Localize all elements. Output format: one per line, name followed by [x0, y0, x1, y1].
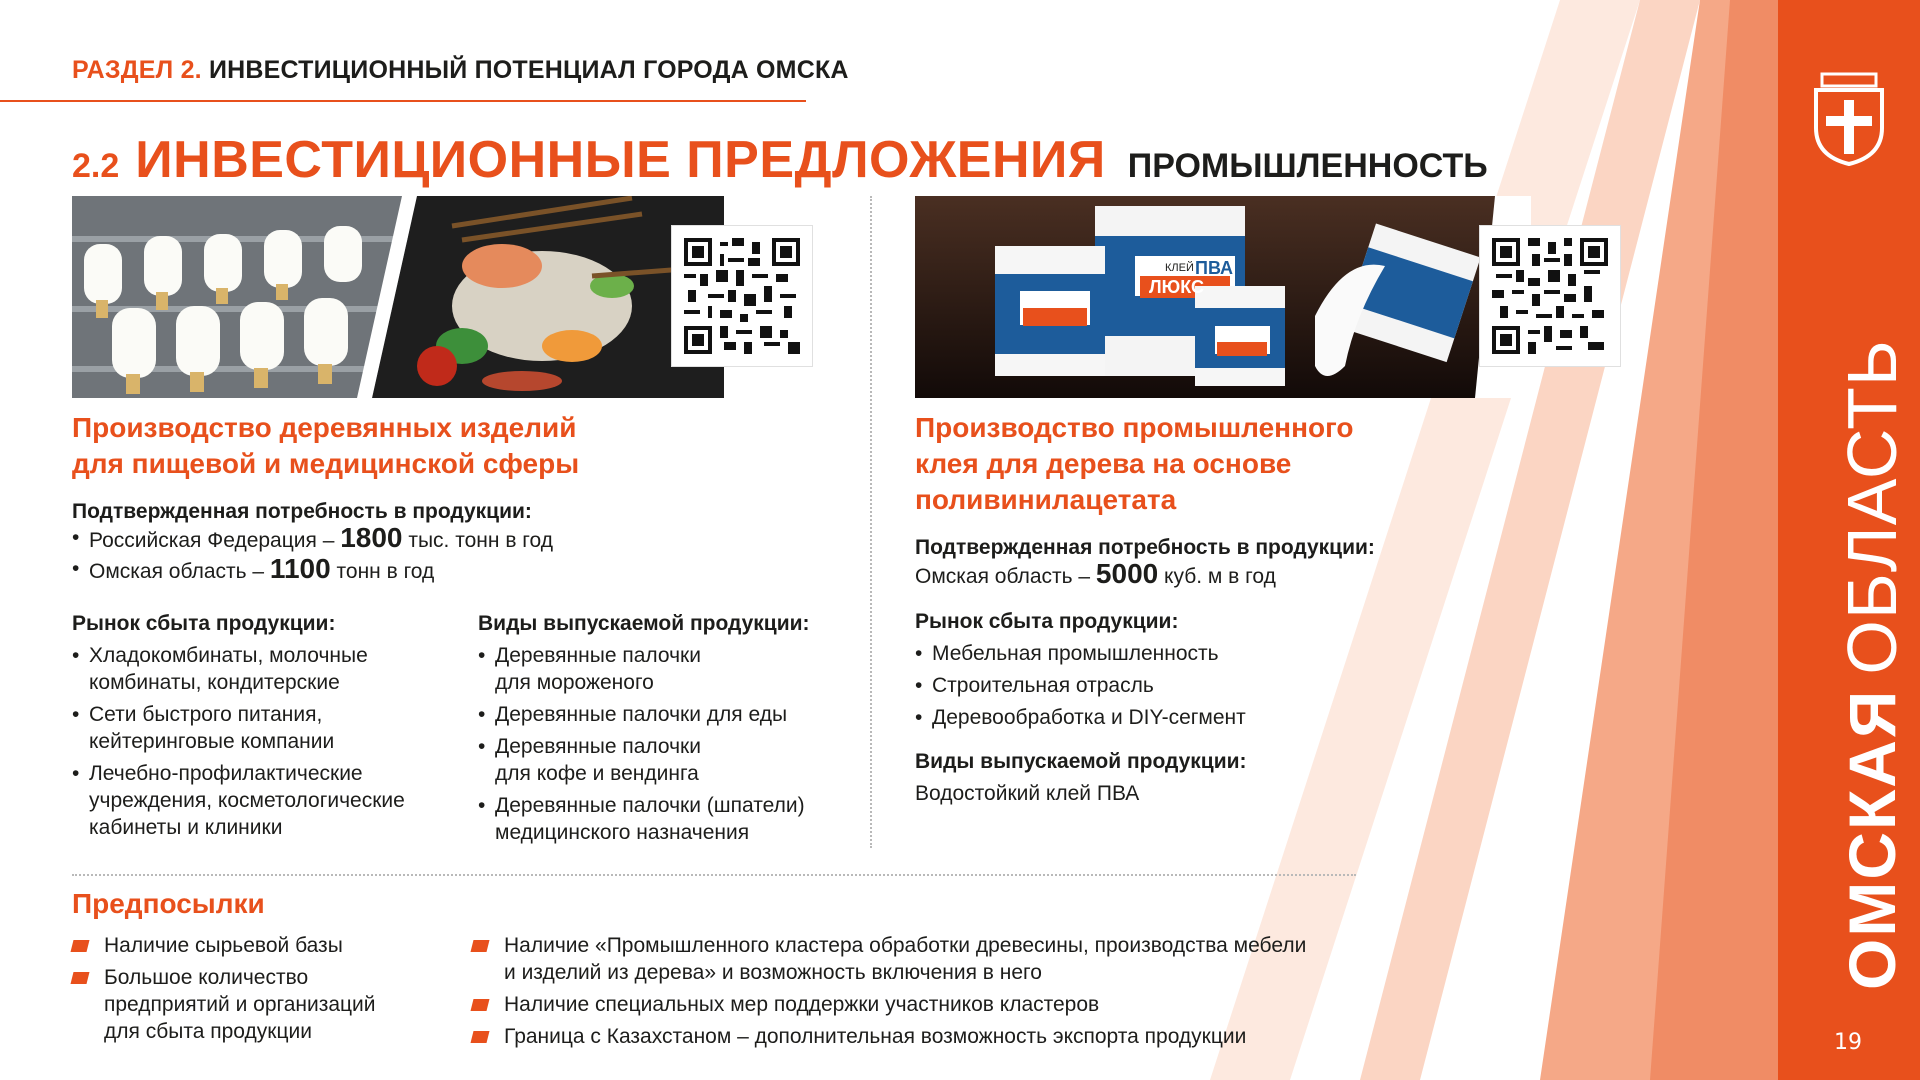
list-item: • Деревянные палочки для еды: [478, 701, 858, 728]
section-header: [72, 56, 849, 85]
project1-products-label: Виды выпускаемой продукции:: [478, 612, 810, 635]
project1-photo: [72, 196, 724, 398]
list-item: • Деревянные палочки для кофе и вендинга: [478, 733, 858, 787]
list-item: Большое количество предприятий и организаций для сбыта продукции: [72, 964, 432, 1045]
project1-products-list: [478, 642, 858, 851]
project1-demand-list: [72, 524, 672, 590]
project2-demand-text: Омская область – 5000 куб. м в год: [915, 558, 1276, 589]
list-item: • Хладокомбинаты, молочные комбинаты, кондитерские: [72, 642, 442, 696]
bucket-lux: ЛЮКС: [1149, 277, 1204, 297]
list-item: • Российская Федерация – 1800 тыс. тонн в год: [72, 524, 672, 554]
brand-omsk: ОМСКАЯ: [1835, 688, 1909, 990]
project1-market-label: Рынок сбыта продукции:: [72, 612, 336, 635]
list-item: • Строительная отрасль: [915, 672, 1355, 699]
project2-qr-code[interactable]: [1480, 226, 1620, 366]
list-item: Граница с Казахстаном – дополнительная возможность экспорта продукции: [472, 1023, 1372, 1050]
prerequisites-right-list: [472, 932, 1372, 1055]
project2-title: [915, 410, 1353, 518]
title-number: 2.2: [72, 147, 120, 185]
section-title: ИНВЕСТИЦИОННЫЙ ПОТЕНЦИАЛ ГОРОДА ОМСКА: [208, 56, 849, 84]
list-item: • Деревянные палочки для мороженого: [478, 642, 858, 696]
page-title: [72, 130, 1488, 190]
project2-products-label: Виды выпускаемой продукции:: [915, 750, 1247, 773]
header-divider: [0, 100, 806, 102]
list-item: Наличие «Промышленного кластера обработки древесины, производства мебели и изделий из дерева» и возможность включения в него: [472, 932, 1372, 986]
bullet-square-icon: [71, 940, 90, 952]
project2-market-list: [915, 640, 1355, 736]
list-item: • Деревянные палочки (шпатели) медицинского назначения: [478, 792, 858, 846]
list-item: Наличие сырьевой базы: [72, 932, 432, 959]
project2-market-label: Рынок сбыта продукции:: [915, 610, 1179, 633]
bullet-square-icon: [471, 940, 490, 952]
project1-demand-label: Подтвержденная потребность в продукции:: [72, 500, 532, 523]
list-item: • Мебельная промышленность: [915, 640, 1355, 667]
project2-photo: [915, 196, 1531, 398]
project2-title-line1: Производство промышленного: [915, 412, 1354, 443]
project1-qr-code[interactable]: [672, 226, 812, 366]
project1-market-list: [72, 642, 442, 846]
prerequisites-title: Предпосылки: [72, 888, 265, 919]
list-item: • Омская область – 1100 тонн в год: [72, 555, 672, 585]
brand-oblast: ОБЛАСТЬ: [1833, 339, 1911, 675]
project2-title-line2: клея для дерева на основе: [915, 448, 1292, 479]
list-item: Наличие специальных мер поддержки участников кластеров: [472, 991, 1372, 1018]
bucket-brand-small: КЛЕЙ: [1165, 262, 1194, 274]
page-number: 19: [1834, 1030, 1862, 1055]
list-item: • Сети быстрого питания, кейтеринговые компании: [72, 701, 442, 755]
bullet-square-icon: [71, 972, 90, 984]
prerequisites-left-list: [72, 932, 432, 1050]
project2-products-text: Водостойкий клей ПВА: [915, 782, 1140, 805]
section-label: РАЗДЕЛ 2.: [72, 56, 202, 84]
bucket-brand-big: ПВА: [1195, 258, 1234, 278]
list-item: • Деревообработка и DIY-сегмент: [915, 704, 1355, 731]
title-sub: ПРОМЫШЛЕННОСТЬ: [1127, 147, 1488, 185]
project2-title-line3: поливинилацетата: [915, 484, 1177, 515]
title-main: ИНВЕСТИЦИОННЫЕ ПРЕДЛОЖЕНИЯ: [135, 131, 1106, 189]
prerequisites-divider: [72, 874, 1356, 876]
project1-title: [72, 410, 579, 482]
list-item: • Лечебно-профилактические учреждения, косметологические кабинеты и клиники: [72, 760, 442, 841]
project1-title-line1: Производство деревянных изделий: [72, 412, 577, 443]
column-divider: [870, 196, 872, 848]
project1-title-line2: для пищевой и медицинской сферы: [72, 448, 580, 479]
bullet-square-icon: [471, 999, 490, 1011]
bullet-square-icon: [471, 1031, 490, 1043]
project2-demand-label: Подтвержденная потребность в продукции:: [915, 536, 1375, 559]
